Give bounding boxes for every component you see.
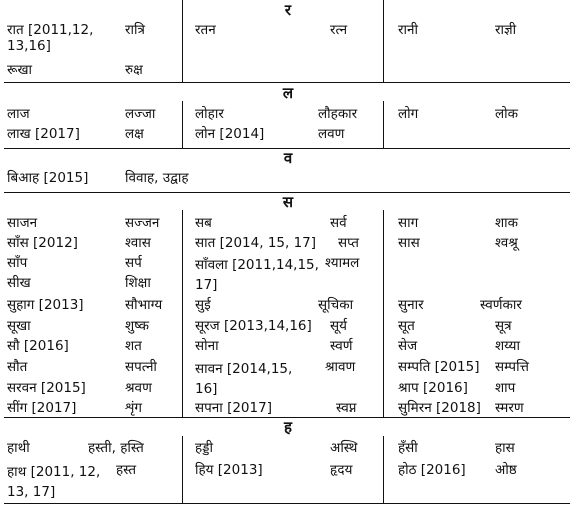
tadbhav-word: सुहाग [2013] — [7, 297, 84, 313]
tadbhav-word: हाथी — [7, 440, 30, 456]
tatsam-word: सपत्नी — [125, 359, 157, 375]
tadbhav-word: सोना — [195, 338, 219, 354]
tadbhav-word: हँसी — [398, 440, 418, 456]
tatsam-word: रत्न — [330, 22, 348, 38]
tadbhav-word: हड्डी — [195, 440, 213, 456]
section-header-ha: ह — [284, 418, 292, 436]
tadbhav-word: सात [2014, 15, 17] — [195, 235, 317, 251]
tatsam-word: श्वास — [125, 235, 151, 251]
tadbhav-word: सास — [398, 235, 420, 251]
tadbhav-word: सूखा — [7, 318, 31, 334]
tadbhav-word: सुई — [195, 297, 211, 313]
tadbhav-word: सूरज [2013,14,16] — [195, 318, 312, 334]
tadbhav-word: श्राप [2016] — [398, 380, 468, 396]
tatsam-word: श्रावण — [325, 359, 356, 375]
column-divider — [182, 101, 183, 148]
tadbhav-word: लोन [2014] — [195, 126, 265, 142]
section-header-va: व — [283, 149, 293, 167]
tatsam-word: स्वप्न — [336, 400, 357, 416]
tatsam-word: रुक्ष — [125, 62, 143, 78]
section-rule-ha — [4, 417, 570, 418]
tatsam-word: लवण — [318, 126, 345, 142]
section-header-ra: र — [284, 1, 292, 19]
column-divider — [383, 210, 384, 417]
tatsam-word: सूचिका — [318, 297, 354, 313]
tatsam-word: स्मरण — [495, 400, 524, 416]
tadbhav-word: सौ [2016] — [7, 338, 69, 354]
tatsam-word: हस्ती, हस्ति — [88, 440, 144, 456]
tatsam-word: स्वर्णकार — [480, 297, 522, 313]
tadbhav-word: सौत — [7, 359, 28, 375]
tatsam-word: लज्जा — [125, 106, 156, 122]
tatsam-word: शाप — [495, 380, 516, 396]
tatsam-word: शाक — [495, 215, 519, 231]
section-header-sa: स — [282, 193, 294, 211]
tadbhav-word: साग — [398, 215, 419, 231]
tadbhav-word: हिय [2013] — [195, 462, 263, 478]
tadbhav-word: बिआह [2015] — [7, 170, 89, 186]
section-header-la: ल — [282, 84, 294, 102]
tatsam-word: शृंग — [125, 400, 142, 416]
tadbhav-word: लाख [2017] — [7, 126, 80, 142]
section-rule-va — [4, 148, 570, 149]
tadbhav-word: लाज — [7, 106, 30, 122]
tadbhav-word: होठ [2016] — [398, 462, 466, 478]
tatsam-word: श्वश्रू — [495, 235, 518, 251]
tadbhav-word: लोहार — [195, 106, 224, 122]
tadbhav-word: साँस [2012] — [7, 235, 78, 251]
tadbhav-word: सुनार — [398, 297, 424, 313]
tadbhav-word: सुमिरन [2018] — [398, 400, 481, 416]
tatsam-word: सौभाग्य — [125, 297, 163, 313]
section-rule-la — [4, 82, 570, 83]
tadbhav-word: लोग — [398, 106, 419, 122]
tadbhav-word: सींग [2017] — [7, 400, 77, 416]
tadbhav-word: सावन [2014,15, 16] — [195, 361, 293, 397]
column-divider — [383, 0, 384, 82]
tatsam-word: सूत्र — [495, 318, 512, 334]
tatsam-word: रात्रि — [125, 22, 145, 38]
tatsam-word: शुष्क — [125, 318, 150, 334]
tatsam-word: हास — [495, 440, 515, 456]
tatsam-word: श्यामल — [325, 255, 360, 271]
tadbhav-word: हाथ [2011, 12, 13, 17] — [7, 464, 101, 500]
tatsam-word: शिक्षा — [125, 275, 151, 291]
tatsam-word: सर्व — [330, 215, 347, 231]
tatsam-word: सर्प — [125, 255, 142, 271]
tadbhav-word: सरवन [2015] — [7, 380, 86, 396]
column-divider — [182, 210, 183, 417]
tatsam-word: सप्त — [338, 235, 359, 251]
tatsam-word: शय्या — [495, 338, 520, 354]
tadbhav-word: साँवला [2011,14,15, 17] — [195, 257, 319, 293]
tatsam-word: सज्जन — [125, 215, 160, 231]
tatsam-word: सम्पत्ति — [495, 359, 529, 375]
tatsam-word: स्वर्ण — [330, 338, 353, 354]
tatsam-word: हस्त — [116, 462, 137, 478]
column-divider — [182, 0, 183, 82]
tadbhav-word: रानी — [398, 22, 419, 38]
tadbhav-word: रतन — [195, 22, 216, 38]
tatsam-word: राज्ञी — [495, 22, 517, 38]
tatsam-word: ओष्ठ — [495, 462, 517, 478]
tatsam-word: हृदय — [330, 462, 353, 478]
tadbhav-word: सपना [2017] — [195, 400, 272, 416]
tadbhav-word: साँप — [7, 255, 28, 271]
section-rule-sa — [4, 192, 570, 193]
tadbhav-word: सूत — [398, 318, 415, 334]
tatsam-word: शत — [125, 338, 142, 354]
tadbhav-word: सेज — [398, 338, 418, 354]
tadbhav-word: रात [2011,12, 13,16] — [7, 22, 94, 54]
tadbhav-word: सम्पति [2015] — [398, 359, 480, 375]
column-divider — [182, 436, 183, 503]
bottom-rule — [4, 503, 570, 504]
tadbhav-word: सीख — [7, 275, 31, 291]
column-divider — [383, 101, 384, 148]
tatsam-word: अस्थि — [330, 440, 358, 456]
tatsam-word: श्रवण — [125, 380, 152, 396]
tatsam-word: विवाह, उद्वाह — [125, 170, 189, 186]
tatsam-word: लोक — [495, 106, 519, 122]
tatsam-word: सूर्य — [330, 318, 347, 334]
tadbhav-word: साजन — [7, 215, 38, 231]
tatsam-word: लक्ष — [125, 126, 144, 142]
tatsam-word: लौहकार — [318, 106, 358, 122]
tadbhav-word: सब — [195, 215, 212, 231]
tadbhav-word: रूखा — [7, 62, 33, 78]
column-divider — [383, 436, 384, 503]
